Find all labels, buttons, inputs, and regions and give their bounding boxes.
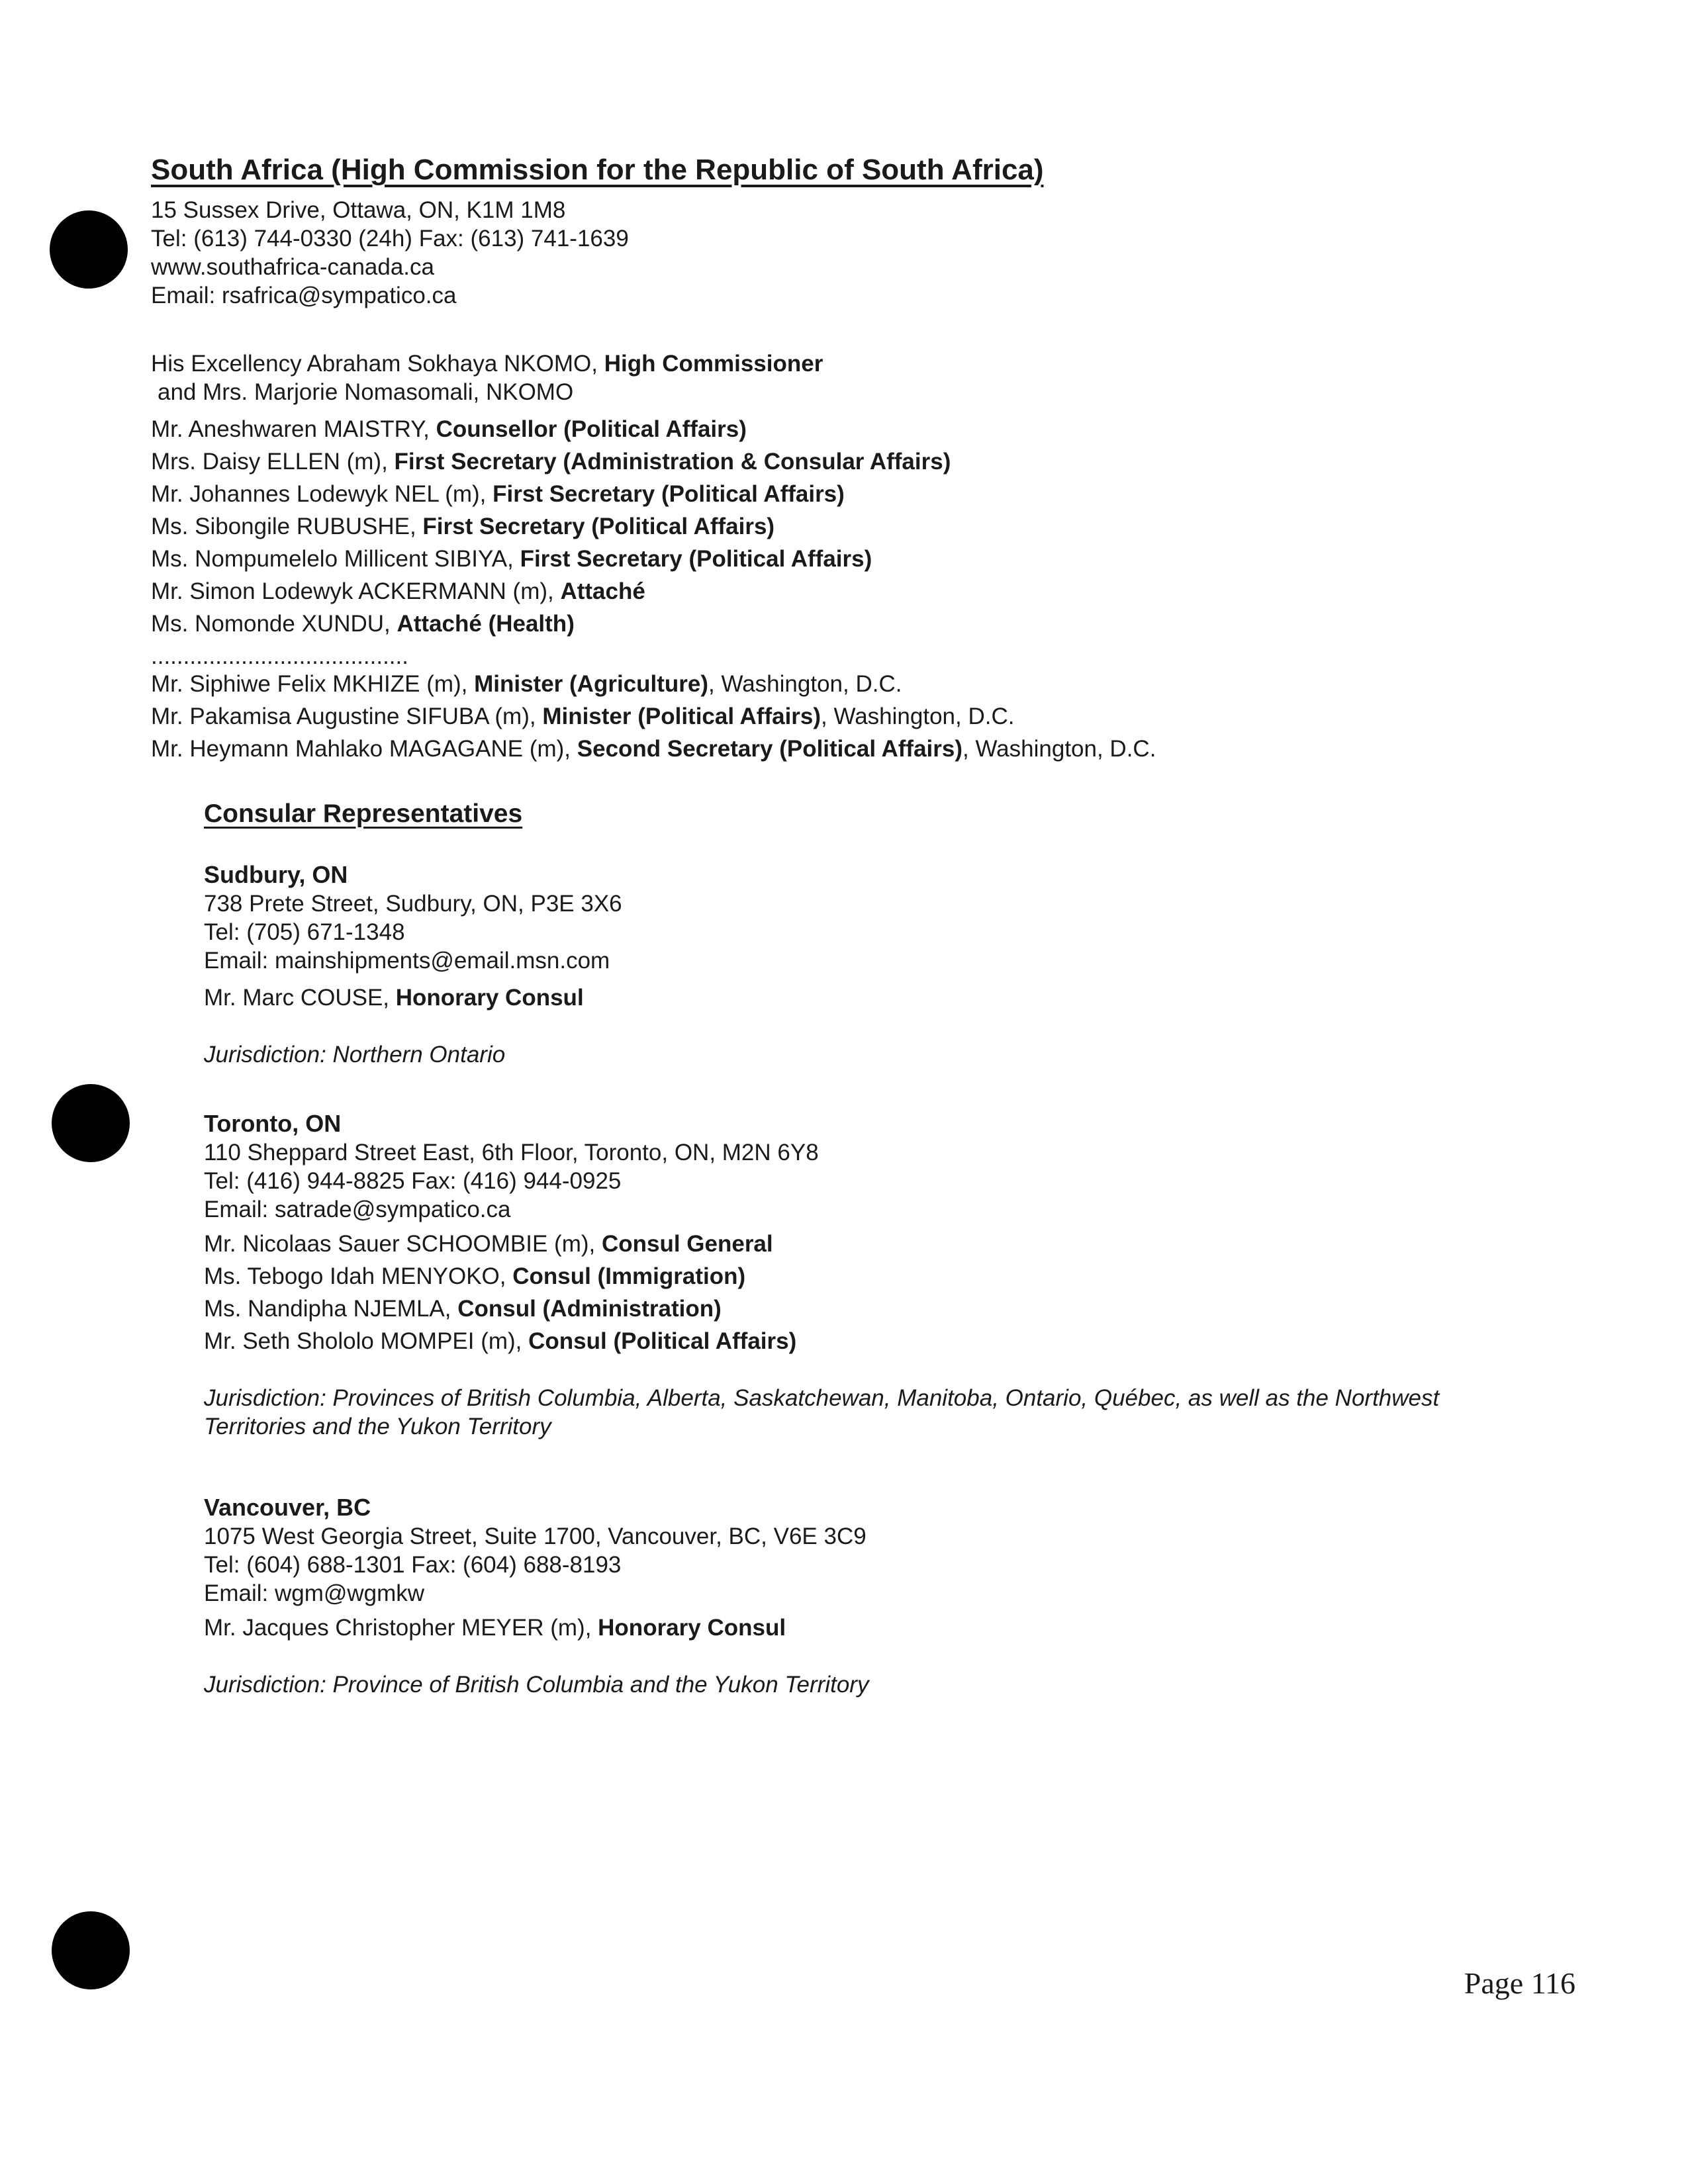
staff-name: Ms. Nompumelelo Millicent SIBIYA,: [151, 546, 520, 572]
staff-location: , Washington, D.C.: [821, 704, 1015, 729]
officer-name: Mr. Seth Shololo MOMPEI (m),: [204, 1328, 529, 1354]
consulate-city: Toronto, ON: [204, 1110, 342, 1137]
staff-row: [151, 575, 1475, 608]
officer-row: [204, 1612, 1581, 1644]
officer-name: Mr. Jacques Christopher MEYER (m),: [204, 1615, 598, 1641]
staff-location: , Washington, D.C.: [708, 671, 902, 697]
officer-role: Honorary Consul: [395, 985, 584, 1011]
separator-dots: ........................................: [151, 643, 408, 669]
staff-name: Ms. Nomonde XUNDU,: [151, 611, 397, 637]
staff-role: First Secretary (Political Affairs): [492, 481, 845, 507]
staff-name: Mr. Aneshwaren MAISTRY,: [151, 416, 436, 442]
staff-name: Mr. Pakamisa Augustine SIFUBA (m),: [151, 704, 543, 729]
staff-row: [151, 543, 1475, 575]
officer-row: [204, 1260, 1581, 1293]
mission-title: South Africa (High Commission for the Republic of South Africa): [151, 154, 1044, 186]
staff-name: Mr. Heymann Mahlako MAGAGANE (m),: [151, 736, 577, 762]
head-spouse: and Mrs. Marjorie Nomasomali, NKOMO: [158, 379, 574, 405]
staff-name: Mr. Siphiwe Felix MKHIZE (m),: [151, 671, 475, 697]
mission-website[interactable]: www.southafrica-canada.ca: [151, 254, 434, 280]
consulate-toronto: [204, 1109, 1581, 1441]
officer-name: Ms. Tebogo Idah MENYOKO,: [204, 1263, 513, 1289]
officer-row: [204, 1293, 1581, 1325]
staff-role: Attaché (Health): [397, 611, 575, 637]
officer-row: [204, 981, 1581, 1014]
staff-name: Mr. Johannes Lodewyk NEL (m),: [151, 481, 493, 507]
binder-hole-middle: [52, 1084, 130, 1162]
washington-row: [151, 668, 1475, 700]
head-of-mission: [151, 349, 1475, 406]
consular-section: [204, 799, 1581, 829]
head-name: His Excellency Abraham Sokhaya NKOMO,: [151, 351, 604, 377]
mission-block: [151, 154, 1475, 310]
staff-name: Mrs. Daisy ELLEN (m),: [151, 449, 395, 475]
consulate-address: 110 Sheppard Street East, 6th Floor, Toronto, ON, M2N 6Y8: [204, 1140, 819, 1165]
consulate-phone: Tel: (416) 944-8825 Fax: (416) 944-0925: [204, 1168, 622, 1194]
consular-heading: Consular Representatives: [204, 799, 523, 828]
staff-row: [151, 510, 1475, 543]
staff-role: Second Secretary (Political Affairs): [577, 736, 962, 762]
officer-name: Ms. Nandipha NJEMLA,: [204, 1296, 458, 1322]
washington-row: [151, 700, 1475, 733]
page-number: Page 116: [1464, 1966, 1575, 2000]
officer-role: Consul (Administration): [457, 1296, 722, 1322]
staff-role: Attaché: [560, 578, 645, 604]
consulate-address: 738 Prete Street, Sudbury, ON, P3E 3X6: [204, 891, 622, 917]
staff-role: Minister (Political Affairs): [542, 704, 821, 729]
staff-row: [151, 445, 1475, 478]
consulate-phone: Tel: (705) 671-1348: [204, 919, 405, 945]
officer-role: Honorary Consul: [598, 1615, 786, 1641]
consulate-jurisdiction: Jurisdiction: Provinces of British Columbia, Alberta, Saskatchewan, Manitoba, Ontario, Québec, as well as the Northwest Territories and the Yukon Territory: [204, 1385, 1440, 1439]
staff-row: [151, 608, 1475, 640]
washington-row: [151, 733, 1475, 765]
consulate-jurisdiction: Jurisdiction: Northern Ontario: [204, 1042, 506, 1068]
staff-list: [151, 413, 1475, 765]
consulate-sudbury: [204, 860, 1581, 1069]
consulate-address: 1075 West Georgia Street, Suite 1700, Vancouver, BC, V6E 3C9: [204, 1524, 867, 1549]
staff-role: First Secretary (Political Affairs): [520, 546, 872, 572]
staff-row: [151, 478, 1475, 510]
mission-email[interactable]: Email: rsafrica@sympatico.ca: [151, 283, 457, 308]
mission-phone: Tel: (613) 744-0330 (24h) Fax: (613) 741-1639: [151, 226, 629, 251]
consulate-phone: Tel: (604) 688-1301 Fax: (604) 688-8193: [204, 1552, 622, 1578]
consulate-email[interactable]: Email: mainshipments@email.msn.com: [204, 948, 610, 974]
officer-role: Consul (Political Affairs): [528, 1328, 797, 1354]
staff-name: Mr. Simon Lodewyk ACKERMANN (m),: [151, 578, 561, 604]
consulate-city: Sudbury, ON: [204, 861, 348, 888]
binder-hole-top: [50, 210, 128, 289]
officer-role: Consul (Immigration): [512, 1263, 746, 1289]
consulate-jurisdiction: Jurisdiction: Province of British Columbia and the Yukon Territory: [204, 1672, 869, 1698]
staff-role: First Secretary (Administration & Consular Affairs): [394, 449, 951, 475]
staff-role: Minister (Agriculture): [474, 671, 709, 697]
binder-hole-bottom: [52, 1911, 130, 1989]
consulate-city: Vancouver, BC: [204, 1494, 371, 1521]
officer-row: [204, 1228, 1581, 1260]
staff-location: , Washington, D.C.: [962, 736, 1156, 762]
officer-row: [204, 1325, 1581, 1357]
staff-row: [151, 413, 1475, 445]
officer-name: Mr. Nicolaas Sauer SCHOOMBIE (m),: [204, 1231, 602, 1257]
officer-name: Mr. Marc COUSE,: [204, 985, 396, 1011]
consulate-email[interactable]: Email: wgm@wgmkw: [204, 1580, 425, 1606]
head-role: High Commissioner: [604, 351, 823, 377]
head-line: [151, 349, 1475, 378]
consulate-vancouver: [204, 1493, 1581, 1699]
staff-name: Ms. Sibongile RUBUSHE,: [151, 514, 423, 539]
mission-address: 15 Sussex Drive, Ottawa, ON, K1M 1M8: [151, 197, 566, 223]
staff-role: Counsellor (Political Affairs): [436, 416, 747, 442]
officer-role: Consul General: [601, 1231, 773, 1257]
consulate-email[interactable]: Email: satrade@sympatico.ca: [204, 1197, 511, 1222]
staff-role: First Secretary (Political Affairs): [422, 514, 775, 539]
